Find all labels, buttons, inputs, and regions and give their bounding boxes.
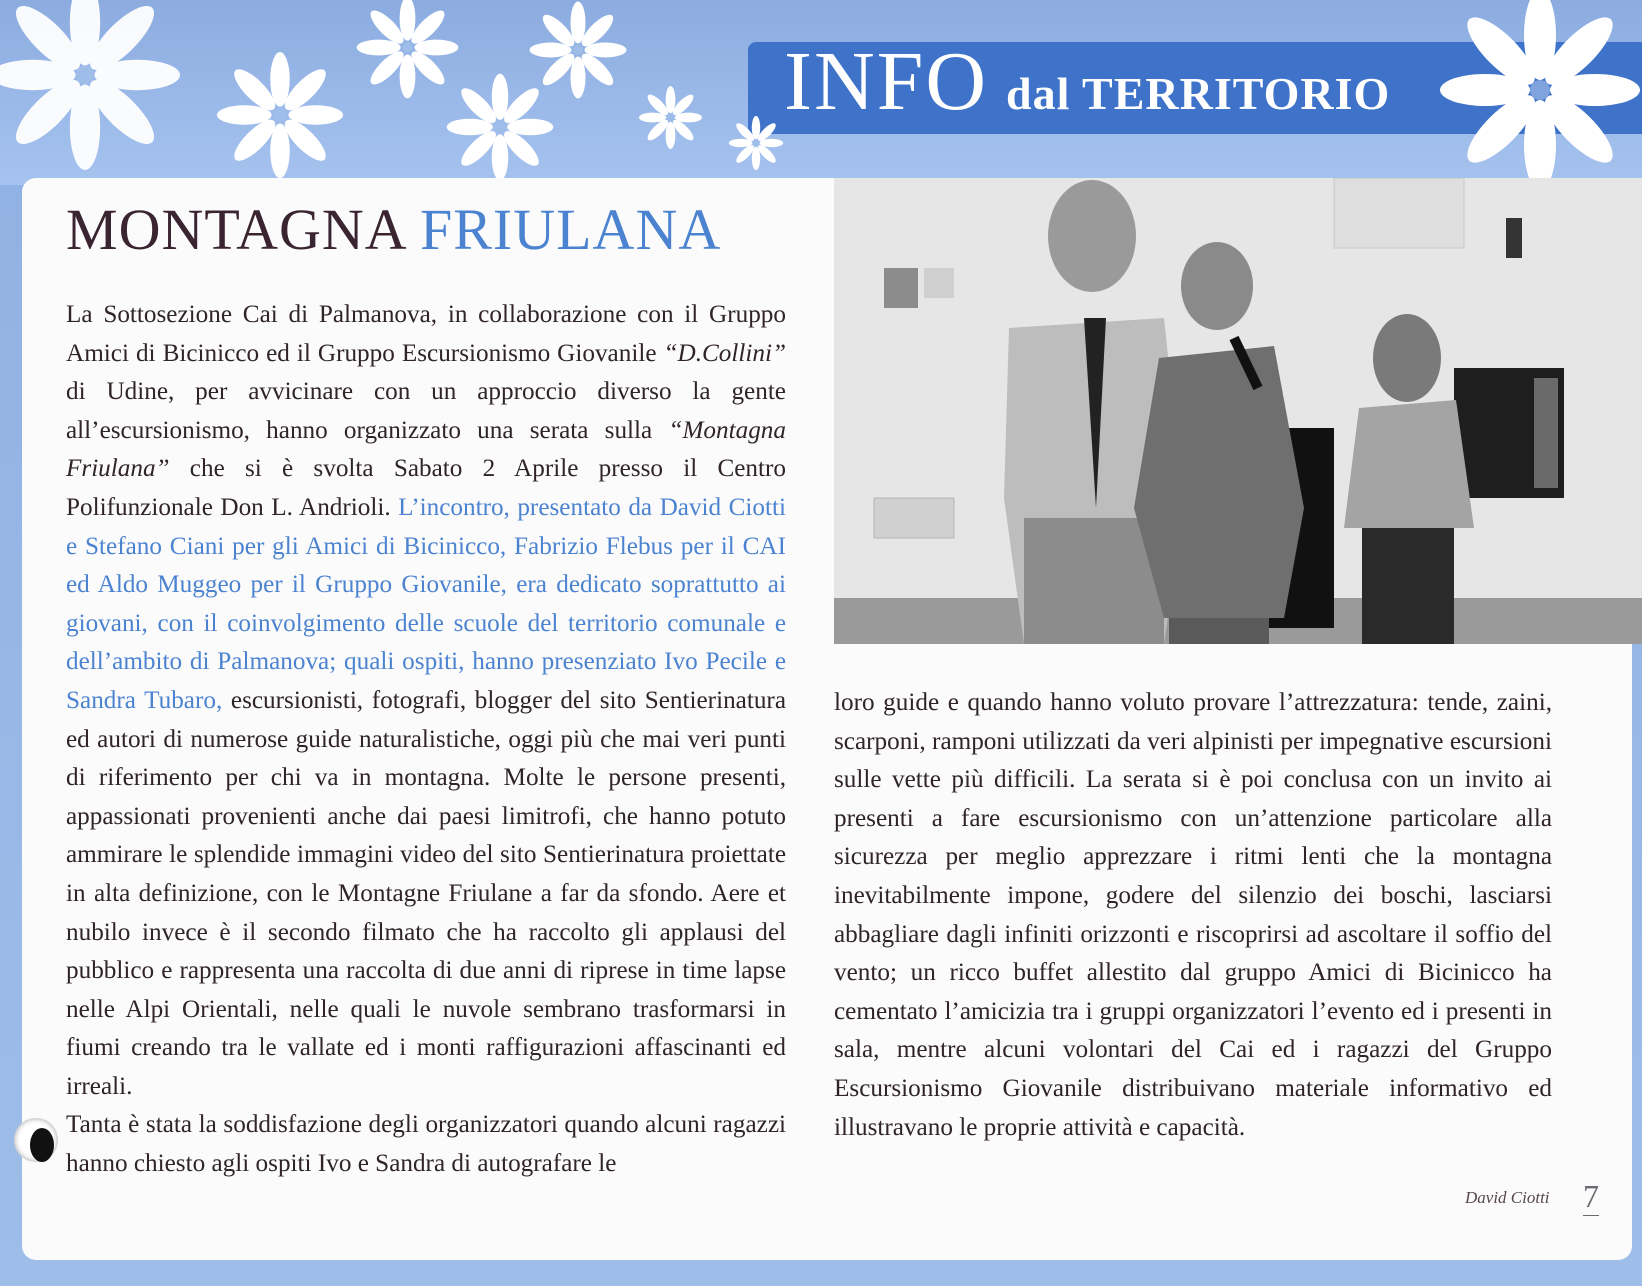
flower-decoration-icon xyxy=(528,0,628,100)
article-title xyxy=(66,198,721,262)
flower-decoration-icon xyxy=(728,115,784,171)
article-paragraph-2: Tanta è stata la soddisfazione degli organizzatori quando alcuni ragazzi hanno chiesto agli ospiti Ivo e Sandra di autografare le xyxy=(66,1111,786,1178)
text-run-italic: “Montagna Friulana” xyxy=(66,416,786,483)
article-title-part2: FRIULANA xyxy=(419,197,722,262)
flower-decoration-icon xyxy=(638,85,703,150)
article-column-right xyxy=(834,684,1552,1147)
article-column-left xyxy=(66,296,786,1184)
text-run-italic: “D.Collini” xyxy=(663,339,786,367)
section-title-info: INFO xyxy=(784,35,989,128)
punch-hole-shadow xyxy=(30,1128,54,1162)
text-run: di Udine, per avvicinare con un approccio diverso la gente all’escursionismo, hanno organizzato una serata sulla xyxy=(66,378,786,444)
text-run: La Sottosezione Cai di Palmanova, in collaborazione con il Gruppo Amici di Bicinicco ed il Gruppo Escursionismo Giovanile xyxy=(66,301,786,367)
section-title xyxy=(784,35,1391,132)
text-run: escursionisti, fotografi, blogger del sito Sentierinatura ed autori di numerose guide naturalistiche, oggi più che mai veri punti di riferimento per chi va in montagna. Molte le persone presenti, appassionati provenienti anche dai paesi limitrofi, che hanno potuto ammirare le splendide immagini video del sito Sentierinatura proiettate in alta definizione, con le Montagne Friulane a far da sfondo. Aere et nubilo invece è il secondo filmato che ha raccolto gli applausi del pubblico e rappresenta una raccolta di due anni di riprese in time lapse nelle Alpi Orientali, nelle quali le nuvole sembrano trasformarsi in fiumi creando tra le vallate ed i monti raffigurazioni affascinanti ed irreali. xyxy=(66,686,787,1100)
section-title-territorio: dal TERRITORIO xyxy=(1006,68,1391,119)
article-photo xyxy=(834,178,1642,644)
flower-decoration-icon xyxy=(215,50,345,180)
flower-decoration-icon xyxy=(0,0,180,170)
flower-decoration-icon xyxy=(1440,0,1640,190)
page-number: 7 xyxy=(1583,1178,1599,1214)
text-run-highlight: L’incontro, presentato da David Ciotti e Stefano Ciani per gli Amici di Bicinicco, Fabrizio Flebus per il CAI ed Aldo Muggeo per il Gruppo Giovanile, era dedicato soprattutto ai giovani, con il coinvolgimento delle scuole del territorio comunale e dell’ambito di Palmanova; quali ospiti, hanno presenziato Ivo Pecile e Sandra Tubaro, xyxy=(66,493,786,714)
article-paragraph-3: loro guide e quando hanno voluto provare l’attrezzatura: tende, zaini, scarponi, ramponi utilizzati da veri alpinisti per impegnative escursioni sulle vette più difficili. La serata si è poi conclusa con un invito ai presenti a fare escursionismo con un’attenzione particolare alla sicurezza per meglio apprezzare i ritmi lenti che la montagna inevitabilmente impone, godere del silenzio dei boschi, lasciarsi abbagliare dagli infiniti orizzonti e riscoprirsi ad ascoltare il soffio del vento; un ricco buffet allestito dal gruppo Amici di Bicinicco ha cementato l’amicizia tra i gruppi organizzatori l’evento ed i presenti in sala, mentre alcuni volontari del Cai ed i ragazzi del Gruppo Escursionismo Giovanile distribuivano materiale informativo ed illustravano le proprie attività e capacità. xyxy=(834,689,1552,1141)
article-paragraph-1 xyxy=(66,296,786,1106)
text-run: che si è svolta Sabato 2 Aprile presso il Centro Polifunzionale Don L. Andrioli. xyxy=(66,455,786,521)
author-signature: David Ciotti xyxy=(1465,1188,1550,1207)
article-title-part1: MONTAGNA xyxy=(66,197,405,262)
event-photo-illustration xyxy=(834,178,1642,644)
